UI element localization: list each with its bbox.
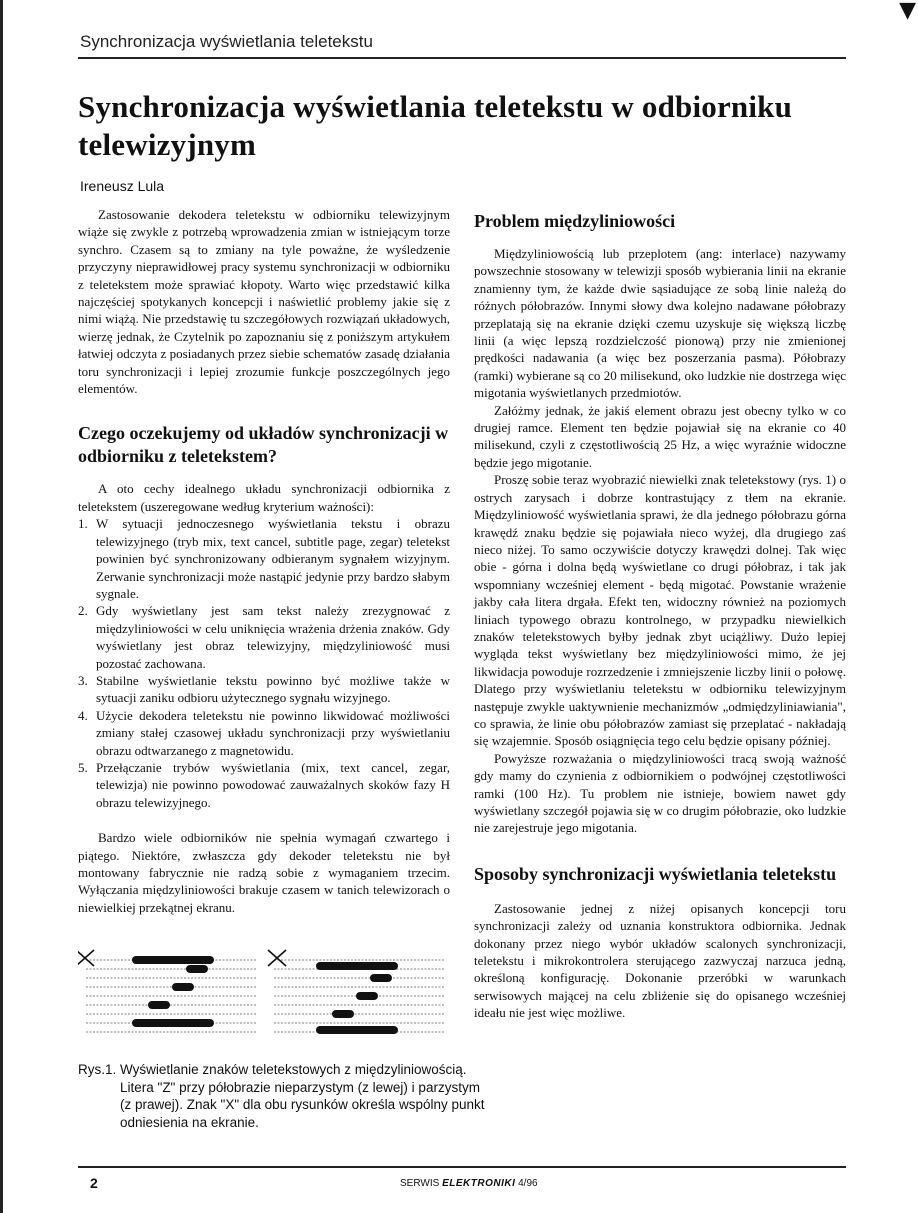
article-title: Synchronizacja wyświetlania teletekstu w odbiorniku telewizyjnym xyxy=(78,89,793,162)
running-header: Synchronizacja wyświetlania teletekstu xyxy=(80,32,373,51)
z-bar xyxy=(356,992,378,1000)
list-item: 3. Stabilne wyświetlanie tekstu powinno być możliwe także w sytuacji zaniku odbioru użytecznego sygnału wizyjnego. xyxy=(78,672,450,706)
paragraph: Proszę sobie teraz wyobrazić niewielki znak teletekstowy (rys. 1) o ostrych zarysach i dobrze kontrastujący z tłem na ekranie. Międzyliniowość wyświetlania sprawi, że dla jednego półobrazu górna krawędź znaku będzie się pojawiała nieco wyżej, dla drugiego zaś nieco niżej. To samo oczywiście dotyczy krawędzi dolnej. Tak więc obie - górna i dolna będą wyświetlane co drugi półobraz, i tak jak wspomniany wcześniej element - będą migotać. Powstanie wrażenie jakby cała litera drgała. Efekt ten, widoczny również na poziomych liniach typowego obrazu kontrolnego, w przypadku niewielkich znaków teletekstowych byłby jednak zbyt uciążliwy. Dużo lepiej wygląda tekst wyświetlany bez międzyliniowości mimo, że jej likwidacja powoduje rozrzedzenie i zmniejszenie liczby linii o połowę. Dlatego przy wyświetlaniu teletekstu w odbiorniku telewizyjnym następuje zwykle uaktywnienie mechanizmów „odmiędzyliniawiania", co sprawia, że linie obu półobrazów zamiast się przeplatać - nakładają się wzajemnie. Sposób osiągnięcia tego celu będzie opisany później. xyxy=(474,472,846,749)
heading-interlace-problem: Problem międzyliniowości xyxy=(474,211,676,231)
caption-label: Rys.1. xyxy=(78,1062,117,1077)
after-list-paragraph: Bardzo wiele odbiorników nie spełnia wymagań czwartego i piątego. Niektóre, zwłaszcza gdy dekoder teletekstu nie był montowany fabrycznie nie radzą sobie z wymaganiem trzecim. Wyłączania międzyliniowości brakuje czasem w tanich telewizorach o niewielkiej przekątnej ekranu. xyxy=(78,830,450,915)
paragraph: Załóżmy jednak, że jakiś element obrazu jest obecny tylko w co drugiej ramce. Element ten będzie pojawiał się na ekranie co 40 milisekund, czyli z częstotliwością 25 Hz, a więc wyraźnie widoczne będzie jego migotanie. xyxy=(474,402,846,470)
right-column xyxy=(474,210,846,1022)
paragraph: Międzyliniowością lub przeplotem (ang: interlace) nazywamy powszechnie stosowany w telewizji sposób wybierania linii na ekranie znamienny tym, że każde dwie sąsiadujące ze sobą linie należą do różnych półobrazów. Innymi słowy dwa kolejno nadawane półobrazy przeplatają się na ekranie dzięki czemu uzyskuje się większą liczbę linii (a więc lepszą rozdzielczość pionową) przy nie zmienionej prędkości nadawania (a więc bez poszerzania pasma). Półobrazy (ramki) wybierane są co 20 milisekund, oko ludzkie nie dostrzega więc migotania wyświetlanych przedmiotów. xyxy=(474,246,846,401)
figure-caption xyxy=(78,1061,492,1131)
left-column xyxy=(78,206,450,916)
z-bar xyxy=(172,983,194,991)
list-item: 1. W sytuacji jednoczesnego wyświetlania tekstu i obrazu telewizyjnego (tryb mix, text cancel, subtitle page, zegar) teletekst powinien być synchronizowany odbieranym sygnałem wizyjnym. Zerwanie synchronizacji może nastąpić jedynie przy bardzo słabym sygnale. xyxy=(78,516,450,601)
requirements-list xyxy=(78,515,450,811)
corner-mark-icon: ▼ xyxy=(899,0,916,23)
heading-expectations: Czego oczekujemy od układów synchronizacji w odbiorniku z teletekstem? xyxy=(78,423,449,467)
list-item: 2. Gdy wyświetlany jest sam tekst należy zrezygnować z międzyliniowości w celu uniknięcia wrażenia drżenia znaków. Gdy wyświetlany jest obraz telewizyjny, międzyliniowość musi pozostać zachowana. xyxy=(78,603,450,671)
magazine-brand: ELEKTRONIKI xyxy=(442,1178,516,1189)
list-item: 5. Przełączanie trybów wyświetlania (mix, text cancel, zegar, telewizja) nie powinno powodować zauważalnych skoków fazy H obrazu telewizyjnego. xyxy=(78,759,450,810)
z-bar xyxy=(132,1019,214,1027)
right-panel-x-marker xyxy=(268,950,286,966)
z-bar xyxy=(332,1010,354,1018)
heading-sync-methods: Sposoby synchronizacji wyświetlania teletekstu xyxy=(474,863,837,884)
z-bar xyxy=(316,1026,398,1034)
left-panel-z-letter xyxy=(132,956,214,1027)
left-panel-x-marker xyxy=(78,950,94,966)
article-author: Ireneusz Lula xyxy=(80,178,165,194)
footer-rule xyxy=(78,1166,846,1168)
page-number: 2 xyxy=(90,1175,98,1191)
page-edge xyxy=(0,0,3,1213)
footer-magazine xyxy=(400,1178,538,1189)
list-item: 4. Użycie dekodera teletekstu nie powinno likwidować możliwości zmiany stałej czasowej układu synchronizacji przy wyświetlaniu obrazu odtwarzanego z magnetowidu. xyxy=(78,707,450,758)
expectations-lead: A oto cechy idealnego układu synchronizacji odbiornika z teletekstem (uszeregowane według kryterium ważności): xyxy=(78,481,450,514)
z-bar xyxy=(370,974,392,982)
z-bar xyxy=(186,965,208,973)
paragraph: Zastosowanie jednej z niżej opisanych koncepcji toru synchronizacji zależy od uznania konstruktora odbiornika. Jednak dokonany przez niego wybór układów scalonych synchronizacji, teletekstu i mikrokontrolera sterującego zazwyczaj narzuca jedną, określoną konfigurację. Dokonanie przeróbki w warunkach serwisowych mającej na celu zbliżenie się do opisanego wcześniej ideału nie jest więc możliwe. xyxy=(474,900,846,1021)
header-rule xyxy=(78,57,846,59)
paragraph: Powyższe rozważania o międzyliniowości tracą swoją ważność gdy mamy do czynienia z odbiornikiem o podwójnej częstotliwości ramki (100 Hz). Tu problem nie istnieje, bowiem nawet gdy wyświetlany szczegół pojawia się w co drugim półobrazie, oko ludzkie nie zarejestruje jego migotania. xyxy=(474,750,846,836)
z-bar xyxy=(132,956,214,964)
magazine-issue: 4/96 xyxy=(518,1178,538,1189)
z-bar xyxy=(316,962,398,970)
figure-diagram xyxy=(78,942,450,1062)
intro-paragraph: Zastosowanie dekodera teletekstu w odbiorniku telewizyjnym wiąże się zwykle z potrzebą wprowadzenia zmian w istniejącym torze synchro. Czasem są to zmiany na tyle poważne, że wyśledzenie przyczyny nieprawidłowej pracy systemu synchronizacji w odbiorniku z teletekstem może sprawiać kłopoty. Warto więc przedstawić kilka najczęściej spotykanych koncepcji i naświetlić problemy jakie się z nimi wiążą. Nie przedstawię tu szczegółowych rozwiązań układowych, wierzę jednak, że Czytelnik po zapoznaniu się z poniższym artykułem łatwiej odczyta z posiadanych przez siebie schematów zasadę działania toru synchronizacji i lepiej zrozumie funkcje poszczególnych jego elementów. xyxy=(78,207,450,397)
z-bar xyxy=(148,1001,170,1009)
magazine-prefix: SERWIS xyxy=(400,1178,440,1189)
caption-text: Wyświetlanie znaków teletekstowych z międzyliniowością. Litera "Z" przy półobrazie nieparzystym (z lewej) i parzystym (z prawej). Znak "X" dla obu rysunków określa wspólny punkt odniesienia na ekranie. xyxy=(120,1062,485,1130)
